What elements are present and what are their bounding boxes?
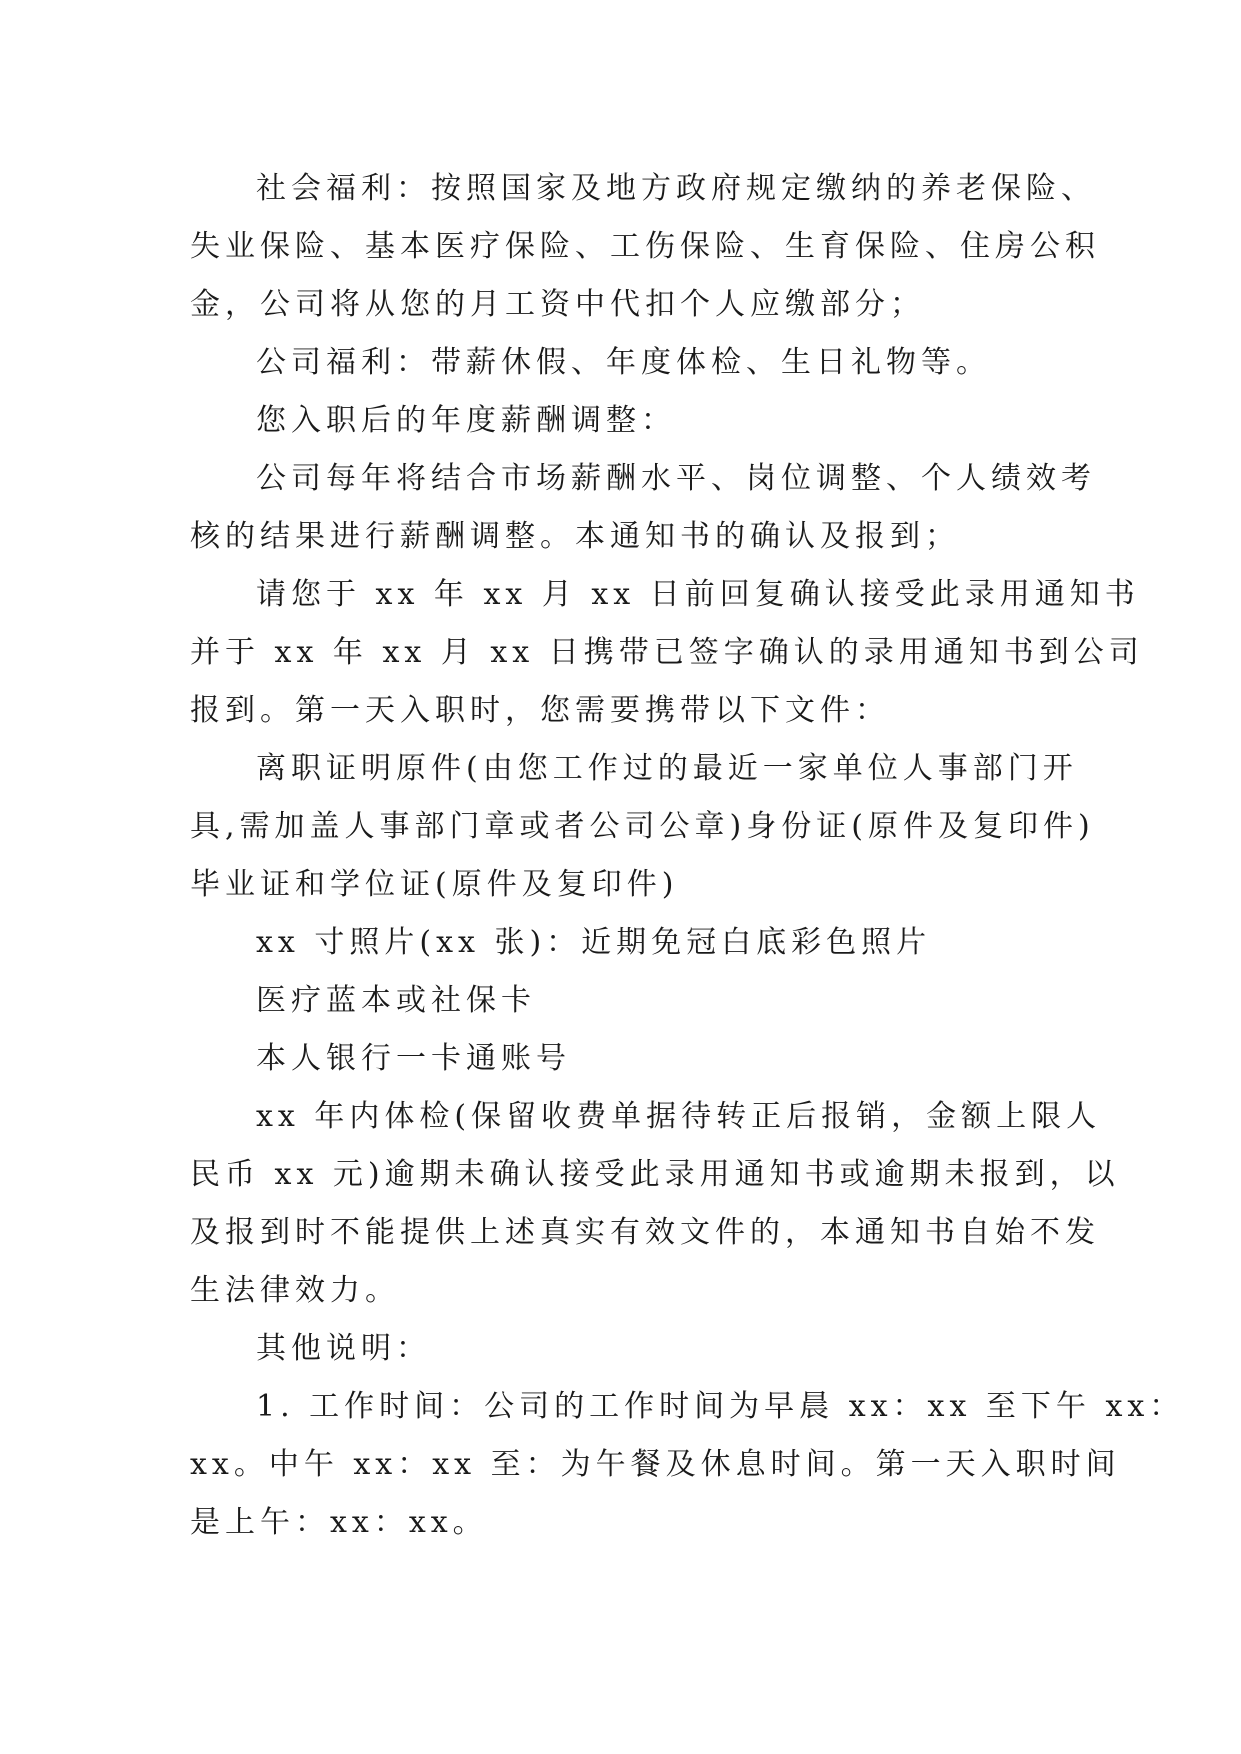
- text-line: 请您于 xx 年 xx 月 xx 日前回复确认接受此录用通知书: [256, 577, 1140, 612]
- text-line: 及报到时不能提供上述真实有效文件的，本通知书自始不发: [190, 1215, 1100, 1250]
- text-line: 报到。第一天入职时，您需要携带以下文件：: [190, 693, 890, 728]
- document-body: [190, 160, 1185, 1552]
- text-line: 医疗蓝本或社保卡: [256, 983, 536, 1018]
- text-line: 是上午：xx：xx。: [190, 1505, 488, 1540]
- text-line: 失业保险、基本医疗保险、工伤保险、生育保险、住房公积: [190, 229, 1100, 264]
- text-line: 具,需加盖人事部门章或者公司公章)身份证(原件及复印件): [190, 809, 1095, 844]
- text-line: xx。中午 xx：xx 至：为午餐及休息时间。第一天入职时间: [190, 1447, 1121, 1482]
- text-line: 本人银行一卡通账号: [256, 1041, 571, 1076]
- text-line: xx 寸照片(xx 张)：近期免冠白底彩色照片: [256, 925, 932, 960]
- text-line: 社会福利：按照国家及地方政府规定缴纳的养老保险、: [256, 171, 1096, 206]
- text-line: 金，公司将从您的月工资中代扣个人应缴部分；: [190, 287, 925, 322]
- text-line: 1. 工作时间：公司的工作时间为早晨 xx：xx 至下午 xx：: [256, 1389, 1185, 1424]
- text-line: 生法律效力。: [190, 1273, 400, 1308]
- text-line: xx 年内体检(保留收费单据待转正后报销，金额上限人: [256, 1099, 1102, 1134]
- text-line: 您入职后的年度薪酬调整：: [256, 403, 676, 438]
- text-line: 核的结果进行薪酬调整。本通知书的确认及报到；: [190, 519, 960, 554]
- text-line: 公司每年将结合市场薪酬水平、岗位调整、个人绩效考: [256, 461, 1096, 496]
- text-line: 公司福利：带薪休假、年度体检、生日礼物等。: [256, 345, 991, 380]
- text-line: 其他说明：: [256, 1331, 431, 1366]
- text-line: 离职证明原件(由您工作过的最近一家单位人事部门开: [256, 751, 1078, 786]
- text-line: 民币 xx 元)逾期未确认接受此录用通知书或逾期未报到，以: [190, 1157, 1120, 1192]
- text-line: 并于 xx 年 xx 月 xx 日携带已签字确认的录用通知书到公司: [190, 635, 1144, 670]
- text-line: 毕业证和学位证(原件及复印件): [190, 867, 679, 902]
